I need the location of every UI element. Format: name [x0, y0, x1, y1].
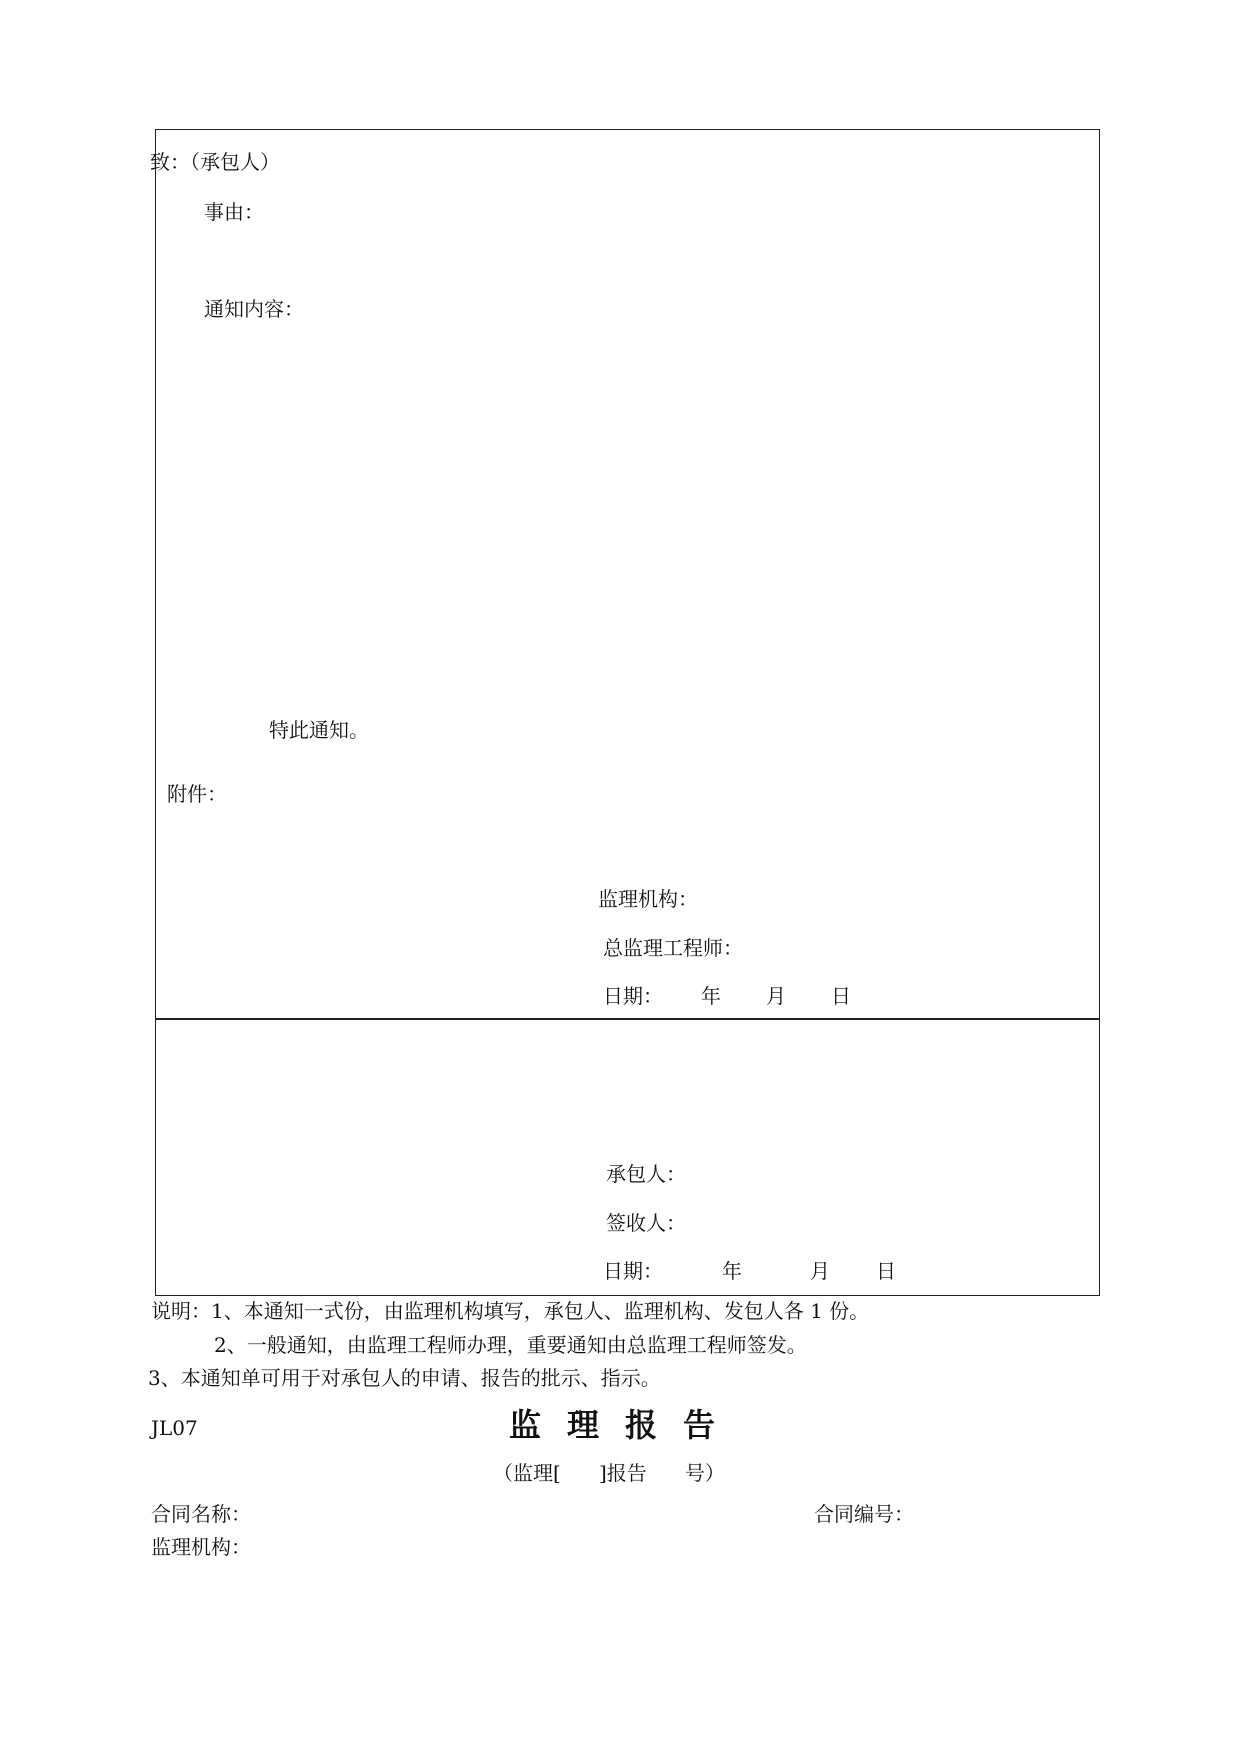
notice-date-label: 日期：	[603, 984, 663, 1008]
report-code: JL07	[151, 1416, 198, 1440]
report-number-line: （监理[ ]报告 号）	[493, 1461, 725, 1485]
contract-name-label: 合同名称：	[151, 1502, 251, 1526]
supervisor-org-label: 监理机构：	[598, 887, 698, 911]
contract-number-label: 合同编号：	[814, 1502, 914, 1526]
closing-text: 特此通知。	[269, 718, 369, 742]
notice-date-year: 年	[701, 984, 721, 1008]
notice-content-label: 通知内容：	[204, 297, 304, 321]
attachment-label: 附件：	[167, 782, 227, 806]
receipt-box	[155, 1018, 1100, 1296]
chief-engineer-label: 总监理工程师：	[603, 936, 743, 960]
contractor-label: 承包人：	[606, 1162, 686, 1186]
note-line-1: 说明：1、本通知一式份，由监理机构填写，承包人、监理机构、发包人各 1 份。	[151, 1299, 870, 1323]
notice-date-day: 日	[831, 984, 851, 1008]
receipt-date-year: 年	[722, 1259, 742, 1283]
report-supervisor-org-label: 监理机构：	[151, 1535, 251, 1559]
note-line-2: 2、一般通知，由监理工程师办理，重要通知由总监理工程师签发。	[214, 1333, 807, 1357]
reason-label: 事由：	[204, 200, 264, 224]
receipt-date-day: 日	[876, 1259, 896, 1283]
addressee-label: 致：（承包人）	[150, 150, 280, 174]
notice-date-month: 月	[766, 984, 786, 1008]
receipt-date-label: 日期：	[603, 1259, 663, 1283]
signer-label: 签收人：	[606, 1211, 686, 1235]
note-line-3: 3、本通知单可用于对承包人的申请、报告的批示、指示。	[148, 1366, 661, 1390]
receipt-date-month: 月	[810, 1259, 830, 1283]
report-title: 监理报告	[509, 1406, 742, 1444]
